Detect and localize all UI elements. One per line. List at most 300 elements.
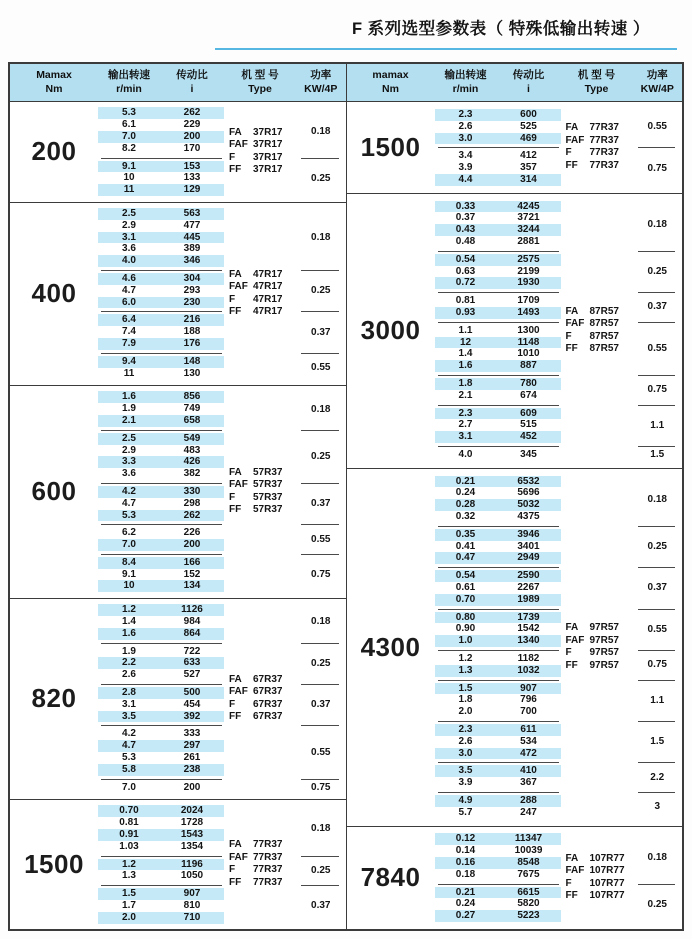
speed-cell: 2.2 (122, 657, 136, 669)
table-row (98, 255, 224, 267)
ratio-cell: 1728 (180, 817, 204, 829)
ratio-cell: 314 (520, 173, 537, 185)
table-row (98, 657, 224, 669)
power-value: 0.25 (311, 864, 331, 876)
power-value: 0.55 (311, 362, 331, 374)
type-model: 47R17 (253, 268, 283, 280)
ratio-cell: 389 (183, 243, 201, 255)
table-row (435, 582, 561, 594)
power-separator (633, 319, 683, 325)
header-line1: 功率 (646, 69, 668, 81)
type-line (566, 635, 633, 648)
power-column (296, 800, 346, 929)
ratio-cell: 887 (520, 360, 537, 372)
header-cell (10, 69, 98, 96)
table-row (435, 724, 561, 736)
speed-cell: 0.90 (455, 623, 476, 635)
torque-value: 4300 (360, 631, 421, 662)
table-row (435, 212, 561, 224)
speed-cell: 6.2 (122, 527, 136, 539)
speed-cell: 1.9 (122, 645, 136, 657)
speed-cell: 1.2 (458, 653, 473, 664)
power-value: 3 (654, 801, 661, 813)
table-row (435, 337, 561, 349)
table-row (98, 456, 224, 468)
power-separator (296, 267, 346, 273)
ratio-cell: 410 (520, 765, 537, 777)
power-group (296, 888, 346, 923)
power-group (296, 859, 346, 883)
power-value: 0.37 (311, 699, 331, 711)
header-line2: KW/4P (304, 82, 338, 95)
table-row (435, 201, 561, 213)
table-row (435, 541, 561, 553)
ratio-cell: 1050 (180, 870, 204, 882)
power-value: 0.18 (311, 232, 331, 243)
speed-cell: 3.6 (122, 468, 136, 480)
ratio-cell: 1148 (517, 336, 540, 348)
table-row (435, 869, 561, 881)
table-row (98, 817, 224, 829)
table-row (98, 728, 224, 740)
table-row (98, 161, 224, 173)
group-separator (98, 551, 224, 557)
table-row (435, 910, 561, 922)
type-prefix: FA (229, 673, 242, 685)
table-row (435, 777, 561, 789)
ratio-cell: 780 (520, 377, 537, 389)
ratio-cell: 1032 (517, 664, 540, 676)
table-row (98, 764, 224, 776)
speed-cell: 5.3 (122, 509, 136, 521)
power-group (296, 208, 346, 267)
ratio-cell: 367 (520, 777, 537, 789)
ratio-cell: 382 (183, 468, 201, 480)
header-line1: Mamax (36, 69, 72, 81)
table-row (98, 646, 224, 658)
torque-section (10, 799, 346, 929)
power-column (633, 194, 683, 468)
table-row (435, 390, 561, 402)
type-prefix: FF (565, 890, 578, 902)
type-prefix: FAF (229, 139, 248, 151)
speed-cell: 1.8 (458, 694, 473, 706)
type-line (229, 852, 296, 865)
type-prefix: FF (229, 504, 242, 516)
speed-cell: 1.3 (122, 870, 136, 882)
type-prefix: FA (229, 466, 242, 478)
torque-cell (347, 102, 435, 193)
power-group (633, 378, 683, 402)
speed-cell: 2.3 (458, 108, 473, 120)
type-model: 77R37 (253, 851, 283, 863)
ratio-cell: 3401 (517, 540, 540, 552)
speed-cell: 0.80 (455, 611, 476, 623)
ratio-cell: 810 (183, 899, 201, 911)
table-row (435, 570, 561, 582)
speed-cell: 2.7 (458, 419, 473, 431)
speed-cell: 4.7 (122, 497, 136, 509)
header-line2: r/min (452, 82, 479, 95)
table-body (10, 102, 346, 929)
speed-cell: 10 (123, 580, 135, 592)
speed-cell: 3.6 (122, 243, 136, 255)
power-group (296, 433, 346, 480)
ratio-cell: 2949 (517, 552, 540, 564)
ratio-cell: 2199 (517, 265, 540, 277)
ratio-cell: 1989 (517, 593, 540, 605)
ratio-cell: 2881 (517, 236, 540, 247)
table-row (98, 403, 224, 415)
table-row (98, 604, 224, 616)
ratio-cell: 297 (183, 740, 201, 752)
speed-cell: 0.24 (455, 487, 476, 499)
ratio-cell: 1340 (517, 635, 540, 647)
table-row (435, 552, 561, 564)
power-value: 0.75 (647, 659, 667, 671)
header-cell (347, 69, 435, 96)
speed-cell: 1.4 (122, 616, 136, 628)
speed-cell: 0.37 (455, 212, 476, 224)
ratio-cell: 133 (183, 172, 201, 184)
ratio-cell: 392 (183, 710, 201, 722)
torque-section (10, 598, 346, 799)
ratio-cell: 445 (183, 231, 201, 243)
header-line2: i (190, 82, 194, 95)
power-separator (296, 480, 346, 486)
table-row (98, 841, 224, 853)
power-value: 1.1 (650, 419, 665, 431)
power-group (633, 476, 683, 523)
speed-cell: 6.4 (122, 314, 136, 326)
group-separator (435, 606, 561, 612)
ratio-cell: 525 (520, 120, 537, 132)
header-line2: r/min (116, 82, 142, 95)
table-row (98, 220, 224, 232)
ratio-cell: 1709 (517, 295, 540, 307)
speed-cell: 1.03 (119, 840, 139, 852)
ratio-cell: 477 (183, 219, 201, 231)
speed-cell: 0.27 (455, 910, 476, 922)
table-row (98, 888, 224, 900)
speed-cell: 3.1 (122, 698, 136, 710)
power-separator (633, 789, 683, 795)
ratio-cell: 229 (183, 119, 201, 131)
table-row (98, 107, 224, 119)
table-row (98, 445, 224, 457)
type-model: 67R37 (253, 686, 283, 698)
type-model: 57R37 (253, 504, 283, 516)
ratio-cell: 1126 (181, 604, 203, 616)
type-model: 87R57 (589, 305, 619, 317)
ratio-cell: 600 (520, 108, 537, 120)
type-model: 67R37 (253, 698, 283, 710)
type-prefix: FA (229, 839, 242, 851)
power-group (633, 653, 683, 677)
header-line1: 机 型 号 (577, 69, 616, 81)
power-group (633, 150, 683, 185)
table-row (435, 765, 561, 777)
ratio-cell: 2590 (517, 570, 540, 582)
power-separator (296, 722, 346, 728)
speed-cell: 0.16 (455, 857, 476, 869)
ratio-cell: 412 (520, 150, 537, 162)
table-row (435, 236, 561, 248)
power-value: 0.18 (647, 218, 667, 230)
type-model: 97R57 (589, 659, 619, 671)
table-row (435, 150, 561, 162)
type-list (561, 102, 633, 193)
ratio-cell: 304 (183, 273, 201, 284)
table-row (435, 378, 561, 390)
ratio-cell: 1930 (517, 277, 540, 289)
power-value: 1.5 (650, 449, 665, 461)
table-row (435, 736, 561, 748)
title-underline (215, 48, 677, 50)
speed-cell: 0.81 (455, 295, 476, 307)
speed-cell: 4.7 (122, 740, 136, 752)
table-row (98, 285, 224, 297)
table-row (435, 133, 561, 145)
ratio-cell: 2024 (180, 805, 204, 817)
power-group (633, 765, 683, 789)
power-separator (296, 350, 346, 356)
ratio-cell: 658 (183, 414, 201, 426)
type-prefix: FA (229, 126, 242, 138)
table-header (10, 64, 346, 102)
ratio-cell: 700 (520, 706, 537, 718)
ratio-cell: 4375 (517, 511, 540, 523)
ratio-cell: 907 (520, 682, 537, 694)
speed-cell: 2.5 (122, 432, 136, 444)
table-row (435, 224, 561, 236)
group-separator (98, 681, 224, 687)
speed-cell: 1.2 (122, 858, 136, 870)
table-row (98, 433, 224, 445)
torque-cell (347, 827, 435, 929)
ratio-cell: 298 (183, 497, 201, 509)
type-line (229, 479, 296, 492)
type-line (566, 343, 633, 356)
type-prefix: F (565, 647, 572, 659)
table-row (98, 711, 224, 723)
ratio-cell: 452 (520, 431, 537, 443)
torque-value: 820 (31, 683, 77, 714)
speed-cell: 1.0 (458, 635, 473, 647)
group-separator (98, 350, 224, 356)
speed-cell: 5.3 (122, 752, 136, 763)
ratio-cell: 166 (183, 556, 201, 568)
power-separator (296, 427, 346, 433)
table-row (435, 612, 561, 624)
table-row (98, 859, 224, 871)
ratio-cell: 500 (183, 687, 201, 699)
ratio-cell: 261 (183, 752, 201, 763)
speed-cell: 4.0 (458, 448, 473, 460)
table-row (435, 419, 561, 431)
power-group (633, 887, 683, 922)
table-row (98, 172, 224, 184)
power-value: 0.18 (647, 851, 667, 863)
table-row (435, 748, 561, 760)
type-prefix: FAF (229, 281, 248, 293)
speed-ratio-rows (435, 469, 561, 826)
speed-cell: 0.14 (455, 845, 476, 857)
power-value: 0.25 (311, 450, 331, 462)
torque-value: 200 (31, 136, 77, 167)
torque-section (347, 102, 683, 193)
speed-cell: 7.0 (122, 131, 136, 143)
torque-value: 1500 (360, 131, 421, 162)
type-line (566, 318, 633, 331)
group-separator (98, 521, 224, 527)
ratio-cell: 293 (183, 284, 201, 296)
power-value: 0.25 (311, 172, 331, 184)
type-line (566, 865, 633, 878)
table-row (98, 900, 224, 912)
ratio-cell: 1010 (517, 348, 540, 360)
type-prefix: F (229, 491, 236, 503)
speed-cell: 3.4 (458, 150, 473, 162)
speed-cell: 11 (123, 367, 135, 379)
type-model: 77R37 (589, 147, 619, 159)
table-row (435, 529, 561, 541)
ratio-cell: 796 (520, 694, 537, 706)
speed-cell: 3.9 (458, 162, 473, 174)
type-line (229, 699, 296, 712)
group-separator (98, 155, 224, 161)
type-list (561, 469, 633, 826)
type-line (229, 306, 296, 319)
ratio-cell: 262 (183, 107, 201, 119)
speed-cell: 3.5 (122, 710, 136, 722)
ratio-cell: 7675 (517, 868, 540, 880)
ratio-cell: 238 (183, 763, 201, 775)
type-prefix: FAF (565, 634, 585, 646)
power-value: 0.75 (647, 384, 667, 396)
torque-cell (10, 599, 98, 799)
type-line (229, 164, 296, 177)
type-line (566, 890, 633, 903)
speed-cell: 0.32 (455, 511, 476, 523)
speed-cell: 2.6 (458, 735, 473, 747)
table-row (435, 653, 561, 665)
group-separator (435, 289, 561, 295)
power-value: 1.1 (650, 694, 665, 706)
speed-cell: 11 (123, 184, 135, 196)
type-line (229, 294, 296, 307)
ratio-cell: 333 (183, 728, 201, 740)
speed-cell: 4.2 (122, 728, 136, 740)
speed-cell: 7.0 (122, 539, 136, 551)
ratio-cell: 674 (520, 389, 537, 401)
table-row (435, 162, 561, 174)
table-row (98, 468, 224, 480)
type-list (224, 386, 296, 598)
type-line (229, 686, 296, 699)
speed-cell: 3.0 (458, 132, 473, 144)
speed-cell: 0.61 (455, 582, 476, 594)
table-row (98, 699, 224, 711)
speed-cell: 0.41 (455, 540, 476, 552)
ratio-cell: 515 (520, 419, 537, 431)
ratio-cell: 864 (183, 627, 201, 639)
power-value: 0.25 (647, 541, 667, 553)
power-group (633, 795, 683, 819)
torque-value: 3000 (360, 315, 421, 346)
speed-cell: 3.3 (122, 456, 136, 468)
power-separator (633, 289, 683, 295)
ratio-cell: 230 (183, 296, 201, 308)
ratio-cell: 1739 (517, 611, 540, 623)
group-separator (435, 144, 561, 150)
power-group (296, 107, 346, 154)
ratio-cell: 148 (183, 355, 201, 367)
group-separator (435, 718, 561, 724)
ratio-cell: 611 (520, 723, 537, 735)
table-row (98, 569, 224, 581)
power-group (633, 833, 683, 880)
type-model: 57R37 (253, 491, 283, 503)
speed-cell: 7.4 (122, 326, 136, 338)
group-separator (98, 722, 224, 728)
type-line (229, 139, 296, 152)
type-line (229, 877, 296, 890)
table-row (98, 131, 224, 143)
header-cell (497, 69, 561, 96)
speed-cell: 4.6 (122, 273, 136, 284)
type-model: 97R57 (589, 622, 619, 634)
ratio-cell: 200 (183, 539, 201, 551)
speed-cell: 2.3 (458, 407, 473, 419)
table-row (435, 449, 561, 461)
type-line (566, 853, 633, 866)
header-cell (98, 69, 160, 96)
table-row (435, 295, 561, 307)
speed-cell: 2.9 (122, 219, 136, 231)
power-column (296, 599, 346, 799)
ratio-cell: 262 (183, 509, 201, 521)
speed-cell: 12 (459, 336, 472, 348)
ratio-cell: 907 (183, 888, 201, 900)
table-row (435, 408, 561, 420)
type-line (229, 839, 296, 852)
type-prefix: FF (565, 343, 578, 355)
group-separator (435, 372, 561, 378)
speed-cell: 0.21 (455, 475, 476, 487)
table-row (98, 498, 224, 510)
table-row (98, 912, 224, 924)
speed-cell: 0.12 (455, 833, 476, 845)
power-column (296, 102, 346, 202)
power-group (633, 570, 683, 605)
speed-cell: 2.1 (458, 389, 473, 401)
header-line1: 传动比 (176, 69, 208, 81)
power-group (296, 161, 346, 196)
power-group (633, 724, 683, 759)
ratio-cell: 129 (183, 184, 201, 196)
power-value: 0.75 (311, 781, 331, 793)
power-column (633, 827, 683, 929)
table-row (98, 510, 224, 522)
speed-cell: 4.4 (458, 173, 473, 185)
speed-cell: 0.81 (119, 817, 139, 829)
power-separator (633, 718, 683, 724)
speed-cell: 1.6 (122, 391, 136, 403)
power-separator (296, 308, 346, 314)
power-group (296, 527, 346, 551)
type-model: 107R77 (589, 865, 625, 877)
